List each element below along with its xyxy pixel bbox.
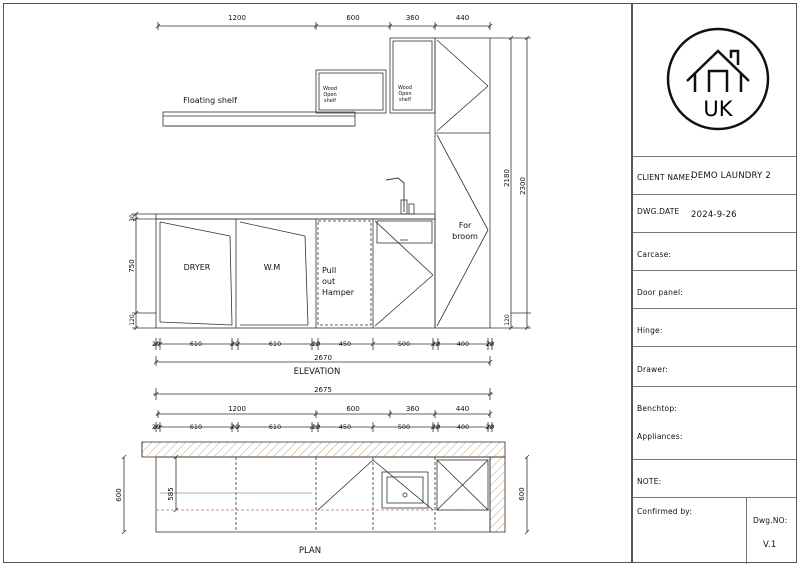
right-dim-label: 2300 [519, 177, 527, 195]
top-dim-label: 360 [405, 14, 420, 22]
left-dim-label: 30 [129, 214, 136, 222]
bottom-dim-label: 20 [230, 340, 240, 348]
benchtop-row [633, 386, 796, 427]
wood-shelf-2-label: Open [398, 91, 412, 97]
plan-sub-dim-label: 500 [397, 423, 411, 431]
dwg-no-cell [746, 498, 797, 564]
left-dim-label: 750 [128, 259, 136, 273]
plan-top-dim-label: 440 [455, 405, 470, 413]
floating-shelf-label: Floating shelf [183, 96, 237, 105]
bottom-dim-label: 500 [397, 340, 411, 348]
drawer-row [633, 346, 796, 387]
right-dim-label: 120 [504, 314, 511, 326]
bottom-dim-label: 450 [338, 340, 352, 348]
dwg-no-value: V.1 [763, 540, 777, 550]
date-value: 2024-9-26 [691, 210, 737, 220]
top-dim-label: 1200 [228, 14, 246, 22]
bottom-dim-label: 20 [485, 340, 495, 348]
client-value: DEMO LAUNDRY 2 [691, 171, 771, 181]
note-row [633, 459, 796, 498]
drawing-frame [3, 3, 632, 563]
drawer-label: Drawer: [637, 365, 669, 374]
plan-sub-dim-label: 610 [189, 423, 203, 431]
wood-shelf-2-label: shelf [399, 97, 411, 103]
appliances-label: Appliances: [637, 432, 683, 441]
hamper-label: Pull [322, 266, 337, 275]
plan-left-dim-label: 585 [167, 487, 175, 501]
wood-shelf-1-label: Open [323, 92, 337, 98]
carcase-label: Carcase: [637, 250, 672, 259]
hamper-label: Hamper [322, 288, 354, 297]
confirmed-label: Confirmed by: [637, 507, 693, 516]
confirm-row [633, 497, 796, 564]
broom-label: For [458, 221, 472, 230]
bottom-dim-label: 610 [189, 340, 203, 348]
plan-sub-dim-label: 20 [230, 423, 240, 431]
top-dim-label: 600 [346, 14, 360, 22]
wm-label: W.M [263, 263, 281, 272]
door-panel-label: Door panel: [637, 288, 683, 297]
plan-top-dim-label: 360 [405, 405, 420, 413]
door-panel-row [633, 270, 796, 309]
wood-shelf-1-label: Wood [323, 86, 337, 92]
dwg-no-label: Dwg.NO: [753, 516, 788, 525]
bottom-dim-label: 20 [431, 340, 441, 348]
plan-sub-dim-label: 400 [456, 423, 470, 431]
broom-label: broom [452, 232, 478, 241]
client-label: CLIENT NAME: [637, 173, 693, 182]
title-block [632, 3, 797, 563]
plan-total-label: 2675 [314, 386, 332, 394]
plan-left-dim-label: 600 [115, 488, 123, 502]
logo-text: UK [703, 97, 733, 121]
wood-shelf-1-label: shelf [324, 98, 336, 104]
wood-shelf-2-label: Wood [398, 85, 412, 91]
dryer-label: DRYER [183, 263, 211, 272]
plan-caption: PLAN [298, 546, 322, 556]
note-label: NOTE: [637, 477, 662, 486]
plan-top-dim-label: 1200 [228, 405, 246, 413]
plan-sub-dim-label: 20 [311, 423, 321, 431]
date-row [633, 194, 796, 233]
plan-sub-dim-label: 20 [485, 423, 495, 431]
left-dim-label: 120 [129, 314, 136, 326]
appliances-row [633, 426, 796, 459]
bottom-dim-label: 20 [311, 340, 321, 348]
client-row [633, 156, 796, 195]
hinge-row [633, 308, 796, 347]
hamper-label: out [322, 277, 336, 286]
plan-sub-dim-label: 20 [431, 423, 441, 431]
bottom-dim-label: 20 [151, 340, 161, 348]
bottom-dim-label: 610 [268, 340, 282, 348]
total-width-label: 2670 [314, 354, 332, 362]
hinge-label: Hinge: [637, 326, 663, 335]
carcase-row [633, 232, 796, 271]
benchtop-label: Benchtop: [637, 404, 678, 413]
elevation-caption: ELEVATION [293, 367, 341, 377]
date-label: DWG.DATE [637, 207, 680, 216]
top-dim-label: 440 [455, 14, 470, 22]
plan-sub-dim-label: 450 [338, 423, 352, 431]
plan-sub-dim-label: 610 [268, 423, 282, 431]
plan-right-dim-label: 600 [518, 487, 526, 501]
bottom-dim-label: 400 [456, 340, 470, 348]
right-dim-label: 2180 [503, 169, 511, 187]
uk-house-logo-icon [665, 26, 771, 132]
plan-top-dim-label: 600 [346, 405, 360, 413]
plan-sub-dim-label: 20 [151, 423, 161, 431]
